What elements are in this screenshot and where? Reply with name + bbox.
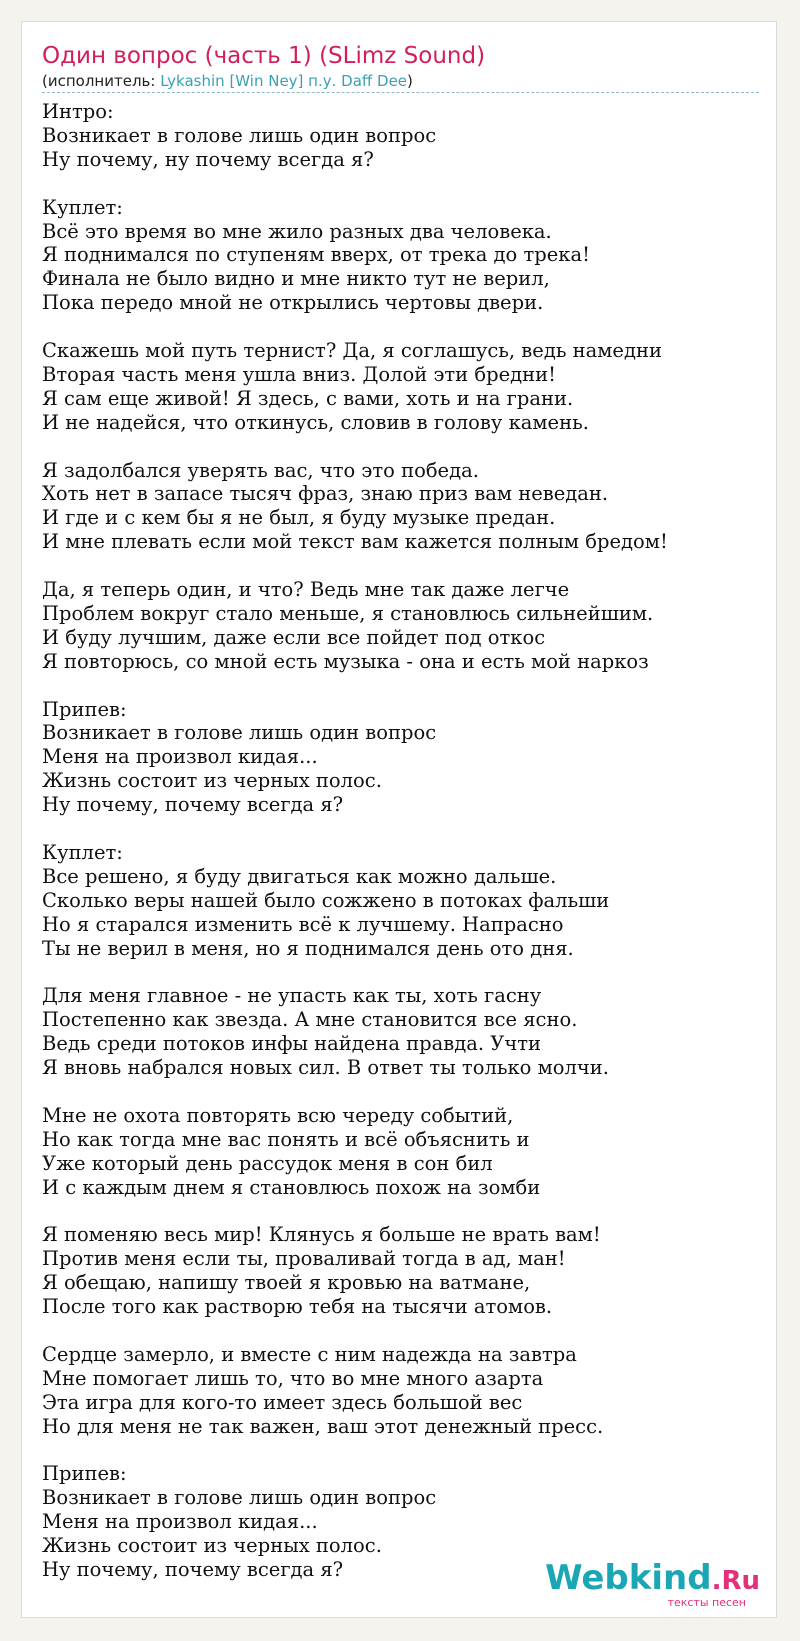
lyrics-line: Хоть нет в запасе тысяч фраз, знаю приз вам неведан. xyxy=(42,482,609,506)
lyrics-stanza xyxy=(42,1223,762,1319)
lyrics-line: Я обещаю, напишу твоей я кровью на ватмане, xyxy=(42,1271,531,1295)
lyrics-stanza xyxy=(42,698,762,818)
lyrics-line: Я сам еще живой! Я здесь, с вами, хоть и на грани. xyxy=(42,386,574,410)
lyrics-line: Но как тогда мне вас понять и всё объяснить и xyxy=(42,1127,530,1151)
lyrics-line: Финала не было видно и мне никто тут не верил, xyxy=(42,267,550,291)
lyrics-line: Все решено, я буду двигаться как можно дальше. xyxy=(42,864,557,888)
artist-line xyxy=(42,72,759,93)
artist-suffix: ) xyxy=(407,72,413,90)
lyrics-line: Скажешь мой путь тернист? Да, я соглашусь, ведь намедни xyxy=(42,339,662,363)
lyrics-stanza xyxy=(42,1343,762,1439)
lyrics-line: Я повторюсь, со мной есть музыка - она и есть мой наркоз xyxy=(42,649,649,673)
lyrics-stanza xyxy=(42,100,762,172)
lyrics-line: Ну почему, почему всегда я? xyxy=(42,1558,344,1582)
lyrics-stanza xyxy=(42,339,762,435)
lyrics-line: Сердце замерло, и вместе с ним надежда на завтра xyxy=(42,1342,577,1366)
lyrics-line: Пока передо мной не открылись чертовы двери. xyxy=(42,291,544,315)
lyrics-line: Да, я теперь один, и что? Ведь мне так даже легче xyxy=(42,578,570,602)
lyrics-line: Меня на произвол кидая... xyxy=(42,1510,318,1534)
lyrics-line: Припев: xyxy=(42,1462,127,1486)
lyrics-body xyxy=(42,100,762,1606)
logo-tld: .Ru xyxy=(711,1566,760,1596)
lyrics-line: Уже который день рассудок меня в сон бил xyxy=(42,1151,493,1175)
lyrics-line: Я поднимался по ступеням вверх, от трека до трека! xyxy=(42,243,590,267)
lyrics-line: Мне не охота повторять всю череду событий, xyxy=(42,1103,514,1127)
lyrics-line: После того как растворю тебя на тысячи атомов. xyxy=(42,1295,553,1319)
lyrics-line: Куплет: xyxy=(42,195,123,219)
lyrics-line: И буду лучшим, даже если все пойдет под откос xyxy=(42,625,546,649)
lyrics-line: Для меня главное - не упасть как ты, хоть гасну xyxy=(42,984,542,1008)
lyrics-line: Возникает в голове лишь один вопрос xyxy=(42,1486,437,1510)
lyrics-line: Ты не верил в меня, но я поднимался день ото дня. xyxy=(42,936,574,960)
site-logo[interactable] xyxy=(545,1558,760,1609)
lyrics-line: Жизнь состоит из черных полос. xyxy=(42,1534,382,1558)
logo-tagline: тексты песен xyxy=(667,1596,746,1609)
logo-word: Webkind xyxy=(545,1558,712,1598)
lyrics-stanza xyxy=(42,1104,762,1200)
lyrics-line: Сколько веры нашей было сожжено в потоках фальши xyxy=(42,888,610,912)
lyrics-line: Возникает в голове лишь один вопрос xyxy=(42,123,437,147)
lyrics-line: Но для меня не так важен, ваш этот денежный пресс. xyxy=(42,1414,604,1438)
lyrics-line: Против меня если ты, проваливай тогда в ад, ман! xyxy=(42,1247,566,1271)
lyrics-line: Куплет: xyxy=(42,841,123,864)
lyrics-stanza xyxy=(42,196,762,316)
lyrics-line: Жизнь состоит из черных полос. xyxy=(42,769,382,793)
lyrics-line: Интро: xyxy=(42,100,114,123)
lyrics-line: Проблем вокруг стало меньше, я становлюсь сильнейшим. xyxy=(42,601,654,625)
lyrics-line: Вторая часть меня ушла вниз. Долой эти бредни! xyxy=(42,362,556,386)
lyrics-line: Возникает в голове лишь один вопрос xyxy=(42,721,437,745)
lyrics-line: Ну почему, ну почему всегда я? xyxy=(42,147,374,171)
lyrics-line: И с каждым днем я становлюсь похож на зомби xyxy=(42,1175,541,1199)
lyrics-line: И мне плевать если мой текст вам кажется полным бредом! xyxy=(42,530,668,554)
lyrics-line: Эта игра для кого-то имеет здесь большой вес xyxy=(42,1390,523,1414)
artist-link[interactable]: Lykashin [Win Ney] п.у. Daff Dee xyxy=(160,72,408,90)
lyrics-stanza xyxy=(42,841,762,961)
lyrics-line: Всё это время во мне жило разных два человека. xyxy=(42,219,552,243)
lyrics-line: Припев: xyxy=(42,697,127,721)
lyrics-stanza xyxy=(42,459,762,555)
lyrics-line: Мне помогает лишь то, что во мне много азарта xyxy=(42,1366,544,1390)
lyrics-line: Я задолбался уверять вас, что это победа. xyxy=(42,458,479,482)
lyrics-stanza xyxy=(42,578,762,674)
lyrics-card xyxy=(21,21,777,1618)
lyrics-line: Меня на произвол кидая... xyxy=(42,745,318,769)
lyrics-line: И где и с кем бы я не был, я буду музыке предан. xyxy=(42,506,556,530)
lyrics-line: Я вновь набрался новых сил. В ответ ты только молчи. xyxy=(42,1056,609,1080)
lyrics-line: Ну почему, почему всегда я? xyxy=(42,793,344,817)
lyrics-line: И не надейся, что откинусь, словив в голову камень. xyxy=(42,410,589,434)
song-title: Один вопрос (часть 1) (SLimz Sound) xyxy=(42,43,486,69)
lyrics-line: Я поменяю весь мир! Клянусь я больше не врать вам! xyxy=(42,1223,601,1247)
lyrics-line: Постепенно как звезда. А мне становится все ясно. xyxy=(42,1008,578,1032)
artist-prefix: (исполнитель: xyxy=(42,72,161,90)
lyrics-line: Ведь среди потоков инфы найдена правда. Учти xyxy=(42,1032,542,1056)
lyrics-stanza xyxy=(42,984,762,1080)
lyrics-line: Но я старался изменить всё к лучшему. Напрасно xyxy=(42,912,564,936)
